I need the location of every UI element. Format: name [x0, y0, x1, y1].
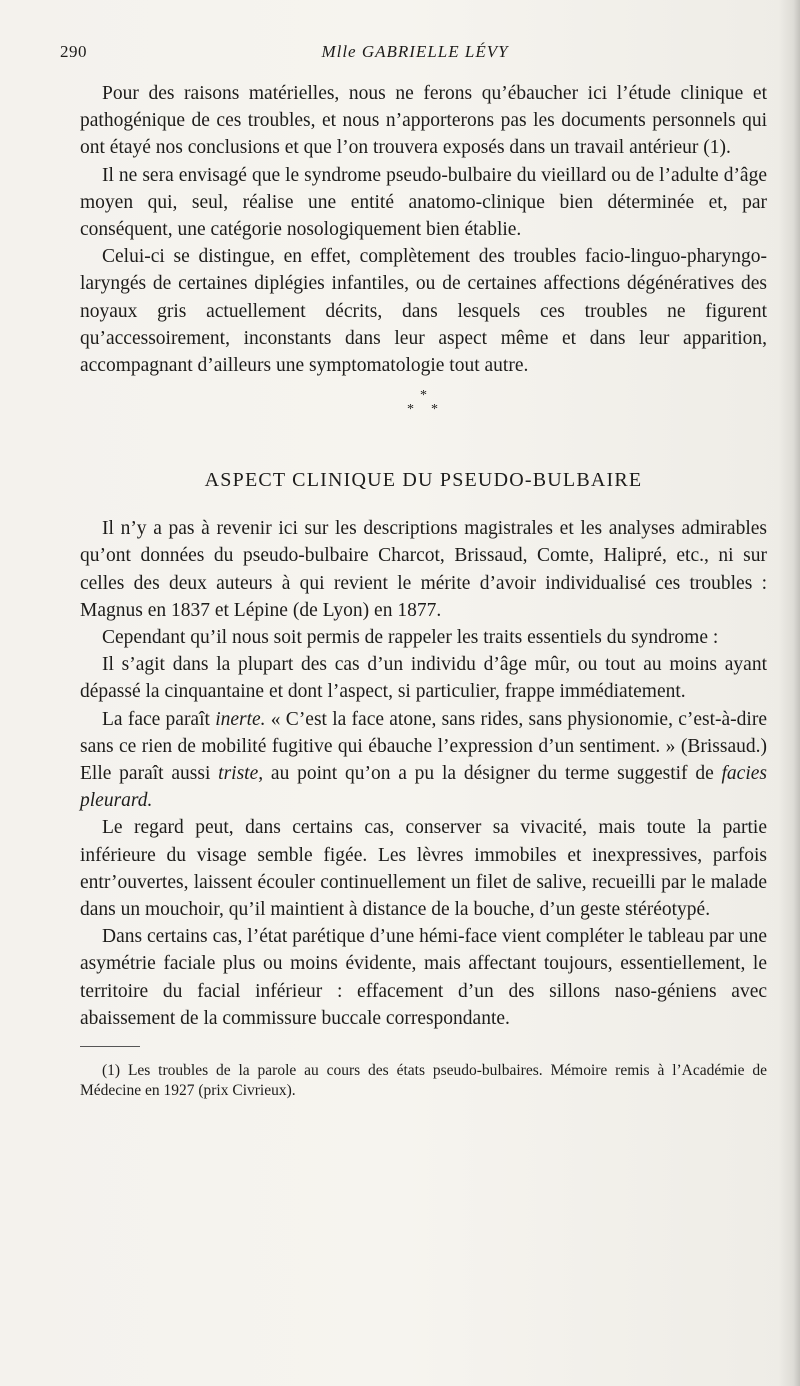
italic-run: triste, — [218, 763, 264, 785]
paragraph: Il s’agit dans la plupart des cas d’un individu d’âge mûr, ou tout au moins ayant dépassé la cinquantaine et dont l’aspect, si particulier, frappe immédiatement. — [80, 654, 767, 703]
italic-run: inerte. — [215, 708, 266, 730]
asterism-star: * — [420, 388, 427, 404]
text-run: au point qu’on a pu la désigner du terme suggestif de — [263, 763, 722, 785]
paragraph: Celui-ci se distingue, en effet, complètement des troubles facio-linguo-pharyngo-laryngés de certaines diplégies infantiles, ou de certaines affections dégénératives des noyaux gris actuellement décrits, dans lesquels ces troubles ne figurent qu’accessoirement, inconstants dans leur aspect même et dans leur apparition, accompagnant d’ailleurs une symptomatologie tout autre. — [80, 246, 767, 377]
italic-run: facies pleurard. — [80, 763, 767, 812]
text-run: « C’est la face atone, sans rides, sans physionomie, c’est-à-dire sans ce rien de mobilité fugitive qui ébauche l’expression d’un sentiment. » (Brissaud.) Elle paraît aussi — [80, 708, 767, 785]
asterism-star: * — [407, 402, 414, 418]
paragraph: Pour des raisons matérielles, nous ne ferons qu’ébaucher ici l’étude clinique et pathogénique de ces troubles, et nous n’apporterons pas les documents personnels qui ont étayé nos conclusions et que l’on trouvera exposés dans un travail antérieur (1). — [80, 83, 767, 159]
asterism-star: * — [431, 402, 438, 418]
section-heading: ASPECT CLINIQUE DU PSEUDO-BULBAIRE — [204, 469, 643, 492]
text-run: La face paraît — [102, 708, 216, 730]
paragraph: Il n’y a pas à revenir ici sur les descriptions magistrales et les analyses admirables qu’ont données du pseudo-bulbaire Charcot, Brissaud, Comte, Halipré, etc., ni sur celles des deux auteurs à qui revient le mérite d’avoir individualisé ces troubles : Magnus en 1837 et Lépine (de Lyon) en 1877. — [80, 518, 767, 621]
running-head: Mlle GABRIELLE LÉVY — [321, 42, 509, 61]
asterism-separator — [80, 387, 767, 425]
main-text — [80, 80, 767, 1101]
paragraph: Cependant qu’il nous soit permis de rappeler les traits essentiels du syndrome : — [102, 627, 719, 649]
page-edge-shadow — [778, 0, 800, 1386]
paragraph-face — [80, 706, 767, 815]
paragraph: Le regard peut, dans certains cas, conserver sa vivacité, mais toute la partie inférieure du visage semble figée. Les lèvres immobiles et inexpressives, parfois entr’ouvertes, laissent écouler continuellement un filet de salive, recueilli par le malade dans un mouchoir, qu’il maintient à distance de la bouche, d’un geste stéréotypé. — [80, 817, 767, 921]
footnote: (1) Les troubles de la parole au cours des états pseudo-bulbaires. Mémoire remis à l’Académie de Médecine en 1927 (prix Civrieux). — [80, 1062, 767, 1100]
page-header — [60, 42, 770, 66]
footnote-rule — [80, 1046, 140, 1047]
paragraph: Il ne sera envisagé que le syndrome pseudo-bulbaire du vieillard ou de l’adulte d’âge moyen qui, seul, réalise une entité anatomo-clinique bien déterminée et, par conséquent, une catégorie nosologiquement bien établie. — [80, 164, 767, 241]
paragraph: Dans certains cas, l’état parétique d’une hémi-face vient compléter le tableau par une asymétrie faciale plus ou moins évidente, mais affectant toujours, essentiellement, le territoire du facial inférieur : effacement d’un des sillons naso-géniens avec abaissement de la commissure buccale correspondante. — [80, 926, 767, 1029]
page-number: 290 — [60, 42, 87, 61]
